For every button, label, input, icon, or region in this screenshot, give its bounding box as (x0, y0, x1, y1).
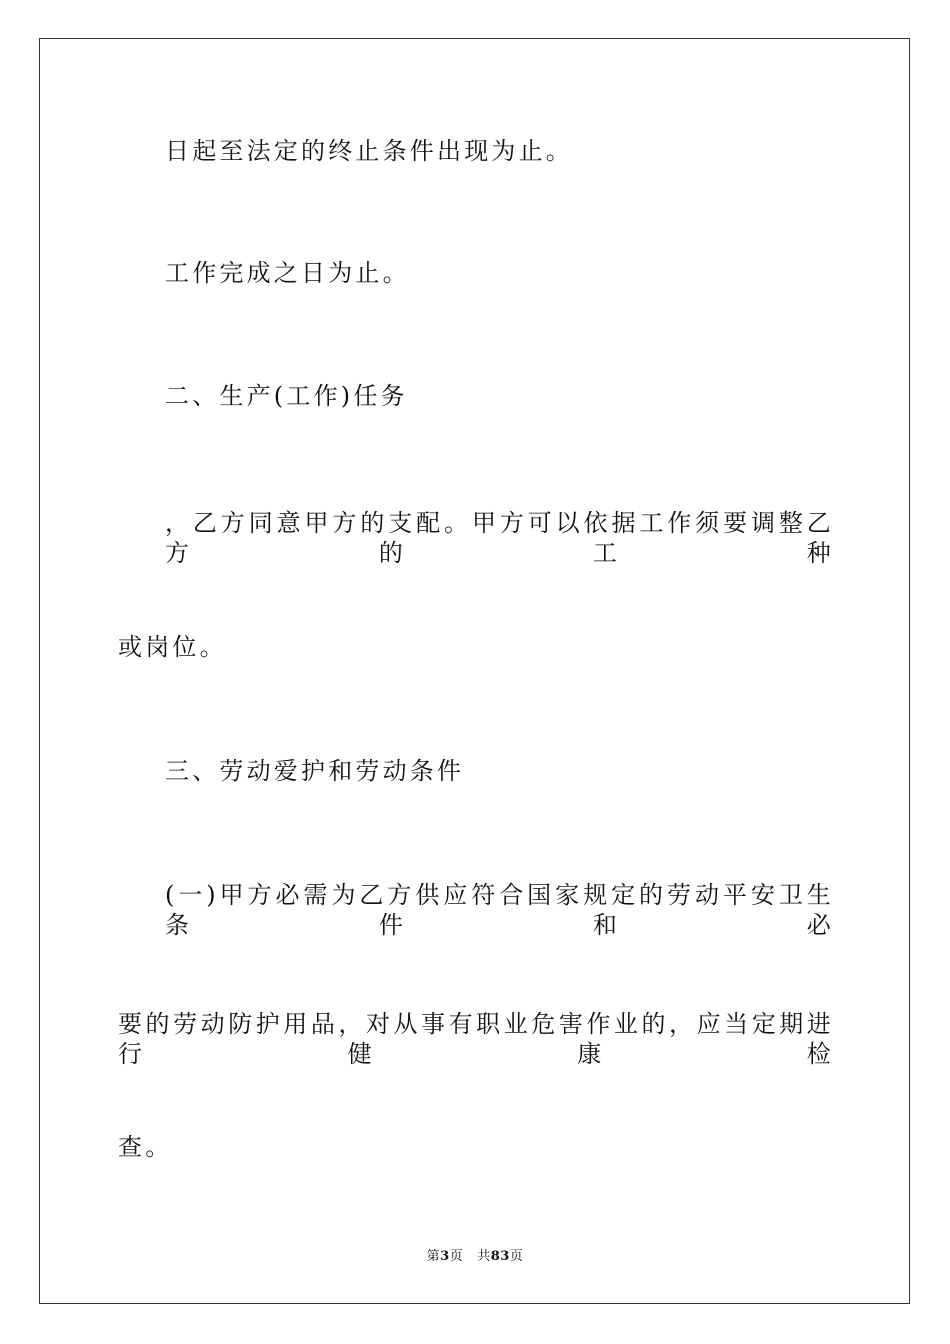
body-line-2: 工作完成之日为止。 (165, 259, 410, 287)
footer-page-number: 3 (440, 1249, 450, 1264)
footer-page-suffix: 页 (449, 1249, 464, 1264)
section-heading-2: 二、生产(工作)任务 (165, 382, 408, 410)
body-line-1: 日起至法定的终止条件出现为止。 (165, 137, 573, 165)
footer-total-prefix: 共 (477, 1249, 491, 1264)
body-line-8: 要的劳动防护用品，对从事有职业危害作业的，应当定期进行健康检 (118, 1010, 834, 1068)
body-line-4: ，乙方同意甲方的支配。甲方可以依据工作须要调整乙方的工种 (165, 509, 834, 567)
footer-total-pages: 83 (490, 1249, 510, 1264)
page-frame (39, 38, 910, 1304)
footer-page-prefix: 第 (426, 1249, 441, 1264)
page-footer (0, 1249, 950, 1265)
section-heading-3: 三、劳动爱护和劳动条件 (165, 757, 465, 785)
body-line-5: 或岗位。 (118, 633, 227, 661)
body-line-9: 查。 (118, 1133, 173, 1161)
body-line-7: (一)甲方必需为乙方供应符合国家规定的劳动平安卫生条件和必 (165, 881, 834, 939)
footer-total-suffix: 页 (509, 1249, 524, 1264)
